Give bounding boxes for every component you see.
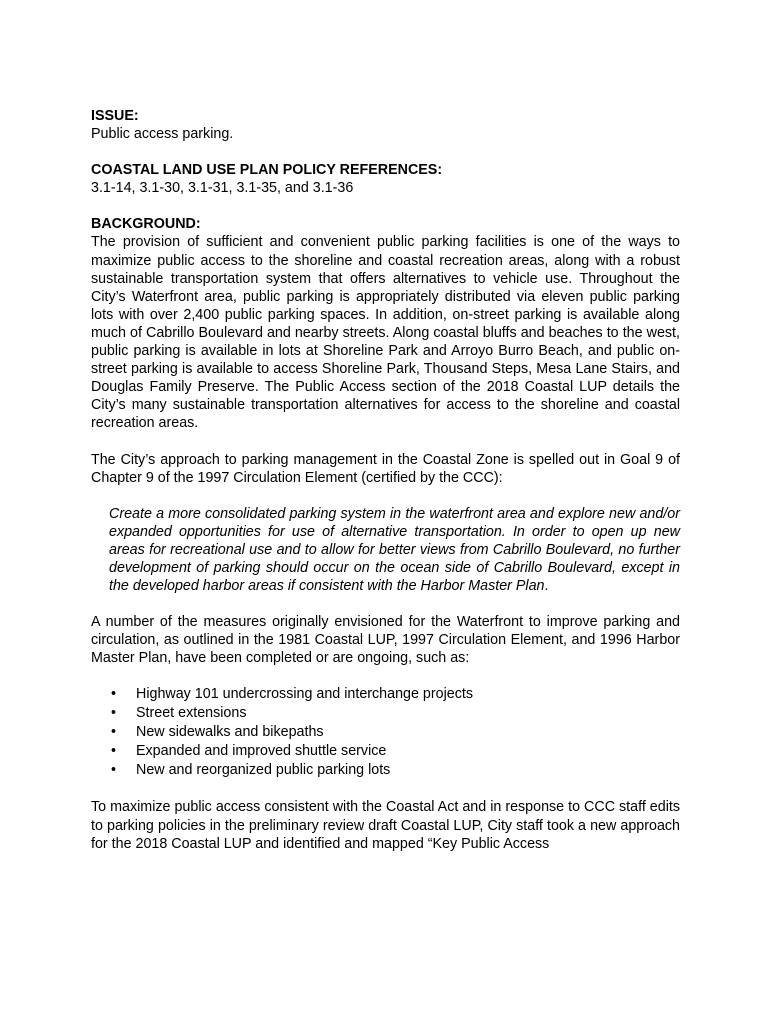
policy-references-text: 3.1-14, 3.1-30, 3.1-31, 3.1-35, and 3.1-36 (91, 180, 354, 197)
goal-quote-end: . (544, 578, 549, 595)
list-item (109, 723, 680, 742)
list-item (109, 685, 680, 704)
policy-references-heading: COASTAL LAND USE PLAN POLICY REFERENCES: (91, 162, 443, 179)
issue-heading: ISSUE: (91, 108, 139, 124)
list-item-text: New sidewalks and bikepaths (136, 724, 324, 741)
bullet-icon: • (111, 705, 117, 722)
bullet-icon: • (111, 743, 117, 760)
spacer (91, 197, 680, 215)
background-paragraph-4: To maximize public access consistent with the Coastal Act and in response to CCC staff edits to parking policies in the preliminary review draft Coastal LUP, City staff took a new approach for the 2018 Coastal LUP and identified and mapped “Key Public Access (91, 799, 680, 852)
spacer (91, 780, 680, 798)
background-paragraph-2: The City’s approach to parking management in the Coastal Zone is spelled out in Goal 9 of Chapter 9 of the 1997 Circulation Element (certified by the CCC): (91, 451, 680, 486)
goal-quote-text: Create a more consolidated parking system in the waterfront area and explore new and/or expanded opportunities for use of alternative transportation. In order to open up new areas for recreational use and to allow for better views from Cabrillo Boulevard, no further development of parking should occur on the ocean side of Cabrillo Boulevard, except in the developed harbor areas if consistent with the Harbor Master Plan (109, 505, 680, 595)
bullet-icon: • (111, 686, 117, 703)
spacer (91, 667, 680, 685)
list-item-text: New and reorganized public parking lots (136, 762, 391, 779)
goal-quote (109, 505, 680, 595)
spacer (91, 433, 680, 451)
bullet-icon: • (111, 762, 117, 779)
list-item (109, 704, 680, 723)
spacer (91, 143, 680, 161)
background-paragraph-3: A number of the measures originally envisioned for the Waterfront to improve parking and circulation, as outlined in the 1981 Coastal LUP, 1997 Circulation Element, and 1996 Harbor Master Plan, have been completed or are ongoing, such as: (91, 614, 680, 667)
list-item-text: Highway 101 undercrossing and interchange projects (136, 686, 473, 703)
list-item-text: Expanded and improved shuttle service (136, 743, 387, 760)
background-paragraph-1: The provision of sufficient and convenient public parking facilities is one of the ways to maximize public access to the shoreline and coastal recreation areas, along with a robust sustainable transportation system that offers alternatives to vehicle use. Throughout the City’s Waterfront area, public parking is appropriately distributed via eleven public parking lots with over 2,400 public parking spaces. In addition, on-street parking is available along much of Cabrillo Boulevard and nearby streets. Along coastal bluffs and beaches to the west, public parking is available in lots at Shoreline Park and Arroyo Burro Beach, and public on-street parking is available to access Shoreline Park, Thousand Steps, Mesa Lane Stairs, and Douglas Family Preserve. The Public Access section of the 2018 Coastal LUP details the City’s many sustainable transportation alternatives for access to the shoreline and coastal recreation areas. (91, 234, 680, 432)
issue-text: Public access parking. (91, 126, 234, 143)
spacer (91, 487, 680, 505)
background-heading: BACKGROUND: (91, 216, 201, 233)
measures-list (91, 685, 680, 780)
list-item-text: Street extensions (136, 705, 247, 722)
spacer (91, 595, 680, 613)
bullet-icon: • (111, 724, 117, 741)
list-item (109, 742, 680, 761)
list-item (109, 761, 680, 780)
document-page (91, 107, 680, 853)
